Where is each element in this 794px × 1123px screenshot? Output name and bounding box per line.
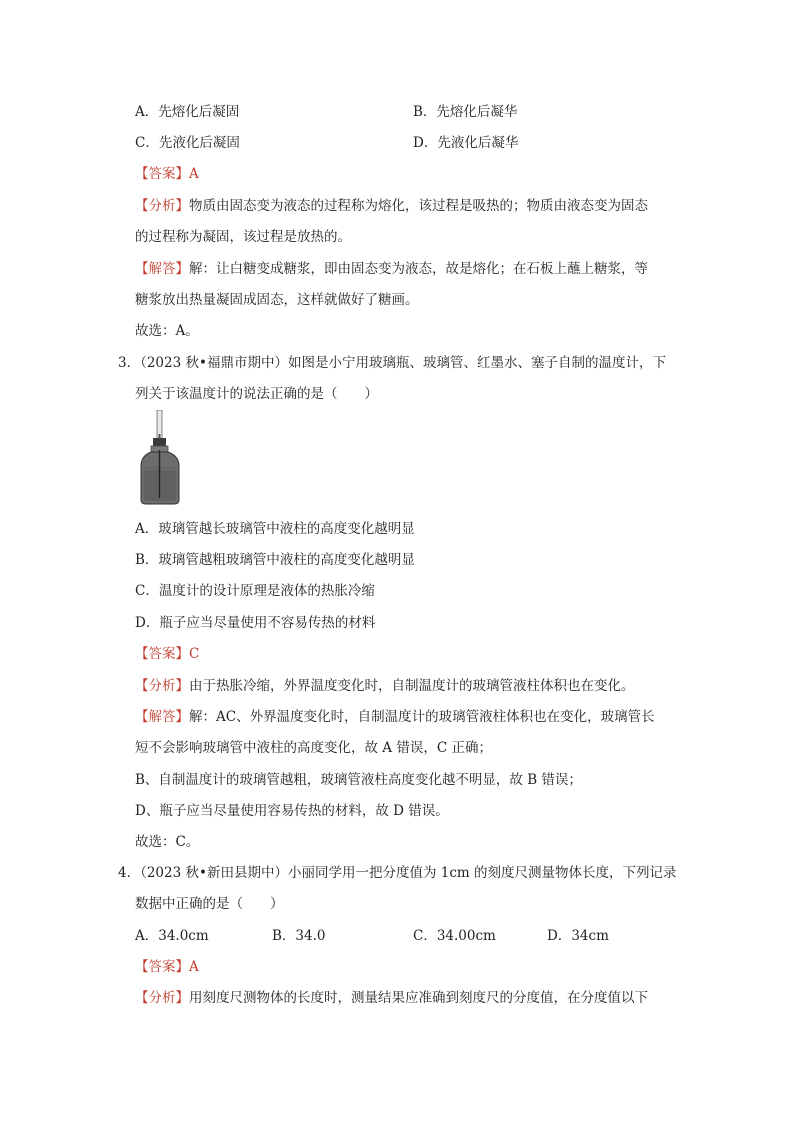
analysis-text: 物质由固态变为液态的过程称为熔化，该过程是吸热的；物质由液态变为固态 — [189, 198, 648, 214]
q2-option-a: A．先熔化后凝固 — [135, 104, 240, 120]
solution-text: 解：AC、外界温度变化时，自制温度计的玻璃管液柱体积也在变化，玻璃管长 — [189, 709, 655, 725]
analysis-tag: 【分析】 — [135, 198, 189, 214]
q4-stem: 4．（2023 秋•新田县期中）小丽同学用一把分度值为 1cm 的刻度尺测量物体长度，下列记录 — [118, 865, 677, 881]
q4-stem-cont: 数据中正确的是（ ） — [135, 896, 284, 912]
analysis-text: 由于热胀冷缩，外界温度变化时，自制温度计的玻璃管液柱体积也在变化。 — [189, 678, 635, 694]
answer-tag: 【答案】 — [135, 166, 189, 182]
q3-solution-d: D、瓶子应当尽量使用容易传热的材料，故 D 错误。 — [135, 803, 449, 819]
answer-value: A — [189, 959, 199, 975]
q2-choose: 故选：A。 — [135, 323, 199, 339]
q2-solution — [135, 260, 648, 278]
answer-tag: 【答案】 — [135, 959, 189, 975]
q2-option-d: D．先液化后凝华 — [413, 135, 519, 151]
q2-solution-cont: 糖浆放出热量凝固成固态，这样就做好了糖画。 — [135, 292, 419, 308]
q4-analysis — [135, 989, 648, 1007]
q3-answer — [135, 645, 199, 663]
q3-choose: 故选：C。 — [135, 834, 200, 850]
q3-option-b: B．玻璃管越粗玻璃管中液柱的高度变化越明显 — [135, 552, 415, 568]
answer-value: C — [189, 646, 200, 662]
q3-stem-cont: 列关于该温度计的说法正确的是（ ） — [135, 386, 378, 402]
q2-analysis-cont: 的过程称为凝固，该过程是放热的。 — [135, 229, 351, 245]
q4-option-a: A．34.0cm — [135, 928, 209, 944]
q2-option-b: B．先熔化后凝华 — [413, 104, 518, 120]
analysis-tag: 【分析】 — [135, 990, 189, 1006]
analysis-text: 用刻度尺测物体的长度时，测量结果应准确到刻度尺的分度值，在分度值以下 — [189, 990, 648, 1006]
q2-answer — [135, 165, 199, 183]
q4-option-b: B．34.0 — [272, 928, 326, 944]
solution-tag: 【解答】 — [135, 709, 189, 725]
q4-option-c: C．34.00cm — [413, 928, 496, 944]
q4-answer — [135, 958, 199, 976]
q3-solution — [135, 708, 655, 726]
solution-tag: 【解答】 — [135, 261, 189, 277]
answer-value: A — [189, 166, 199, 182]
thermometer-bottle-figure — [138, 410, 182, 506]
q2-option-c: C．先液化后凝固 — [135, 135, 240, 151]
q3-option-d: D．瓶子应当尽量使用不容易传热的材料 — [135, 615, 376, 631]
q4-option-d: D．34cm — [547, 928, 609, 944]
q3-solution-b: B、自制温度计的玻璃管越粗，玻璃管液柱高度变化越不明显，故 B 错误； — [135, 772, 582, 788]
q3-solution-cont: 短不会影响玻璃管中液柱的高度变化，故 A 错误，C 正确； — [135, 740, 492, 756]
q3-stem: 3．（2023 秋•福鼎市期中）如图是小宁用玻璃瓶、玻璃管、红墨水、塞子自制的温度计，下 — [118, 355, 666, 371]
answer-tag: 【答案】 — [135, 646, 189, 662]
q3-option-c: C．温度计的设计原理是液体的热胀冷缩 — [135, 583, 375, 599]
analysis-tag: 【分析】 — [135, 678, 189, 694]
solution-text: 解：让白糖变成糖浆，即由固态变为液态，故是熔化；在石板上蘸上糖浆，等 — [189, 261, 648, 277]
q3-option-a: A．玻璃管越长玻璃管中液柱的高度变化越明显 — [135, 521, 415, 537]
q2-analysis — [135, 197, 648, 215]
q3-analysis — [135, 677, 635, 695]
